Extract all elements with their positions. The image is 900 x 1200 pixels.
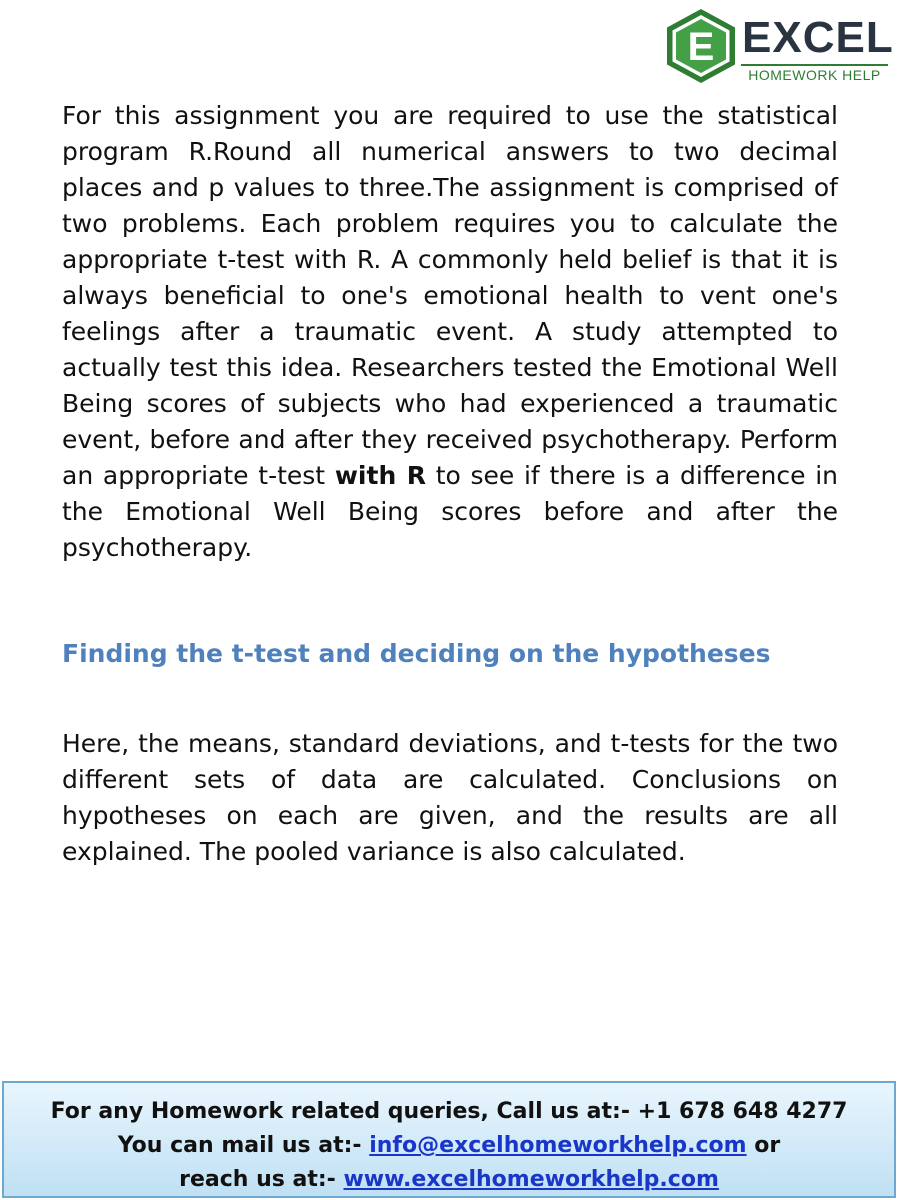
- document-body: [62, 98, 838, 870]
- footer-email-prefix: You can mail us at:-: [117, 1133, 362, 1158]
- website-link[interactable]: www.excelhomeworkhelp.com: [343, 1167, 719, 1192]
- assignment-text-end: to see if there is a difference in the Emotional Well Being scores before and after the psychotherapy.: [62, 461, 839, 562]
- assignment-text-start: For this assignment you are required to use the statistical program R.Round all numerical answers to two decimal places and p values to three.The assignment is comprised of two problems. Each problem requires you to calculate the appropriate t-test with R. A commonly held belief is that it is always beneficial to one's emotional health to vent one's feelings after a traumatic event. A study attempted to actually test this idea. Researchers tested the Emotional Well Being scores of subjects who had experienced a traumatic event, before and after they received psychotherapy. Perform an appropriate t-test: [62, 101, 838, 490]
- email-link[interactable]: info@excelhomeworkhelp.com: [369, 1133, 747, 1158]
- footer-website-prefix: reach us at:-: [179, 1167, 336, 1192]
- footer-email-line: [4, 1129, 894, 1163]
- logo-brand-name: EXCEL: [742, 13, 894, 62]
- logo-hexagon-icon: [664, 8, 738, 84]
- section-heading: Finding the t-test and deciding on the hypotheses: [62, 639, 771, 668]
- assignment-paragraph: [62, 98, 838, 566]
- logo-tagline: HOMEWORK HELP: [741, 64, 888, 84]
- assignment-bold-text: with R: [334, 461, 426, 490]
- footer-website-line: [4, 1163, 894, 1197]
- contact-footer: [2, 1081, 896, 1198]
- footer-phone-line: For any Homework related queries, Call us at:- +1 678 648 4277: [50, 1099, 848, 1124]
- logo-letter: E: [687, 25, 715, 69]
- footer-email-suffix: or: [754, 1133, 781, 1158]
- summary-paragraph: Here, the means, standard deviations, and t-tests for the two different sets of data are calculated. Conclusions on hypotheses on each are given, and the results are all explained. The pooled variance is also calculated.: [62, 729, 838, 866]
- brand-logo: [664, 6, 894, 86]
